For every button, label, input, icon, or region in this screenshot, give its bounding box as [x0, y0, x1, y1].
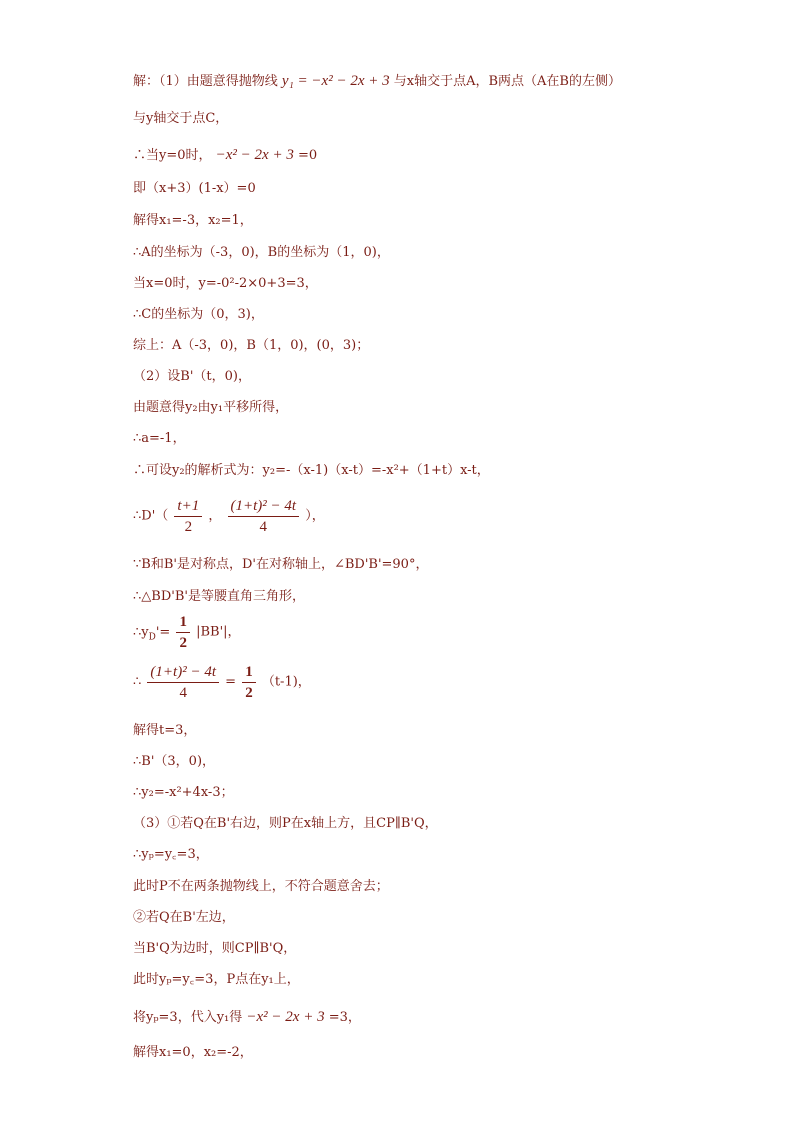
line-text: （t-1)， — [261, 674, 311, 690]
solution-line-16: ∴△BD'B'是等腰直角三角形， — [133, 589, 305, 604]
fraction-denominator: 2 — [184, 519, 193, 535]
solution-line-17 — [133, 614, 241, 651]
solution-line-11: 由题意得y₂由y₁平移所得， — [133, 400, 289, 415]
math-expression: y₁ = −x² − 2x + 3 — [281, 73, 390, 89]
solution-line-10: （2）设B'（t，0)， — [133, 369, 251, 384]
line-text: ∴D'（ — [133, 508, 169, 524]
fraction-numerator: 1 — [242, 664, 256, 683]
solution-line-24: 此时P不在两条抛物线上，不符合题意舍去； — [133, 879, 389, 894]
solution-line-28 — [133, 1008, 361, 1027]
solution-line-3 — [133, 146, 317, 165]
subscript-d: D — [148, 632, 156, 643]
y-symbol: ∴y — [133, 624, 149, 640]
fraction-denominator: 2 — [245, 685, 253, 701]
solution-line-9: 综上：A（-3，0)，B（1，0)，(0，3)； — [133, 338, 370, 353]
line-text: ）， — [305, 508, 325, 524]
line-text: |BB'|， — [196, 624, 241, 640]
solution-line-19: 解得t=3， — [133, 723, 197, 738]
line-text: ∴ — [133, 674, 142, 690]
fraction-numerator: (1+t)² − 4t — [147, 664, 219, 683]
line-text: =3， — [328, 1010, 361, 1025]
solution-line-23: ∴yₚ=y꜀=3， — [133, 847, 209, 862]
fraction-half — [176, 614, 190, 651]
solution-line-25: ②若Q在B'左边， — [133, 910, 235, 925]
solution-line-13: ∴可设y₂的解析式为：y₂=-（x-1)（x-t）=-x²+（1+t）x-t， — [133, 463, 490, 478]
solution-line-8: ∴C的坐标为（0，3)， — [133, 307, 264, 322]
solution-line-14 — [133, 498, 325, 535]
fraction-numerator: (1+t)² − 4t — [228, 498, 300, 517]
fraction-numerator: 1 — [176, 614, 190, 633]
equals-text: = — [225, 674, 237, 690]
fraction-denominator: 4 — [259, 519, 268, 535]
fraction-denominator: 4 — [179, 685, 187, 701]
line-text: 解：（1）由题意得抛物线 — [133, 74, 278, 89]
solution-line-22: （3）①若Q在B'右边，则P在x轴上方，且CP∥B'Q， — [133, 816, 438, 831]
fraction-numerator: t+1 — [174, 498, 202, 517]
solution-line-4: 即（x+3）(1-x）=0 — [133, 181, 256, 196]
solution-line-5: 解得x₁=-3，x₂=1， — [133, 213, 253, 228]
math-expression: −x² − 2x + 3 — [246, 1009, 325, 1025]
line-text: ， — [208, 508, 222, 524]
fraction-y — [147, 664, 219, 701]
line-text — [133, 624, 171, 643]
line-text: =0 — [297, 148, 318, 163]
solution-line-15: ∵B和B'是对称点，D'在对称轴上，∠BD'B'=90°， — [133, 557, 429, 572]
line-text: ∴当y=0时， — [133, 148, 212, 163]
solution-line-1 — [133, 72, 621, 91]
solution-line-7: 当x=0时，y=-0²-2×0+3=3， — [133, 276, 318, 291]
solution-line-27: 此时yₚ=y꜀=3，P点在y₁上， — [133, 972, 300, 987]
line-text: 将yₚ=3，代入y₁得 — [133, 1010, 243, 1025]
solution-line-21: ∴y₂=-x²+4x-3； — [133, 785, 234, 800]
solution-line-26: 当B'Q为边时，则CP∥B'Q， — [133, 941, 297, 956]
fraction-y — [228, 498, 300, 535]
solution-line-6: ∴A的坐标为（-3，0)，B的坐标为（1，0)， — [133, 245, 390, 260]
solution-line-2: 与y轴交于点C， — [133, 111, 229, 126]
math-expression: −x² − 2x + 3 — [215, 147, 294, 163]
solution-line-12: ∴a=-1， — [133, 431, 186, 446]
fraction-denominator: 2 — [179, 635, 187, 651]
solution-line-29: 解得x₁=0，x₂=-2， — [133, 1045, 253, 1060]
solution-line-18 — [133, 664, 311, 701]
fraction-x — [174, 498, 202, 535]
fraction-half — [242, 664, 256, 701]
solution-line-20: ∴B'（3，0)， — [133, 754, 216, 769]
equals-text: '= — [155, 624, 171, 640]
line-text: 与x轴交于点A，B两点（A在B的左侧） — [393, 74, 621, 89]
